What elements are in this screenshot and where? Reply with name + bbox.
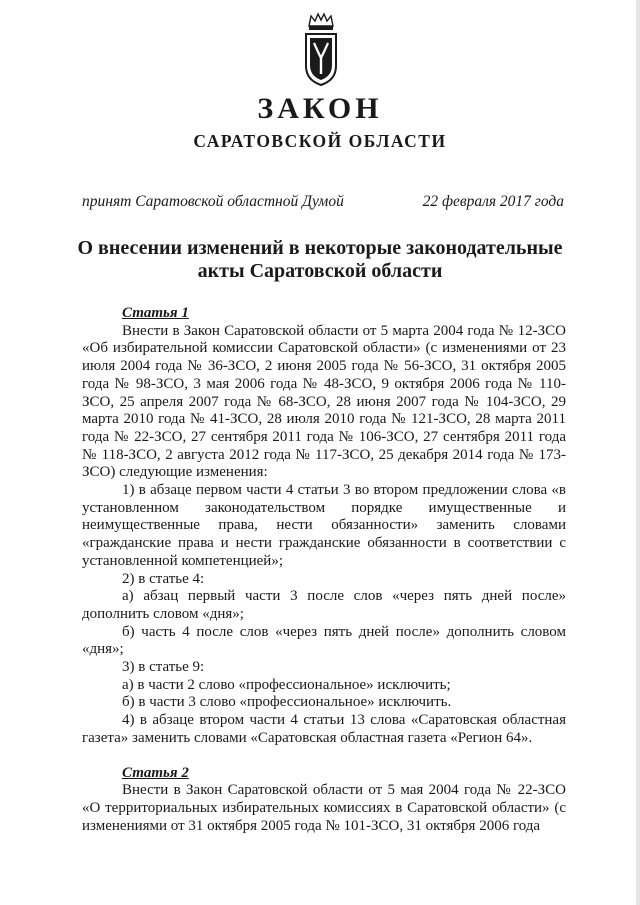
article-1-item: 4) в абзаце втором части 4 статьи 13 слова «Саратовская областная газета» заменить словами «Саратовская областная газета «Регион 64». — [82, 712, 566, 746]
article-1-item: 2) в статье 4: — [122, 570, 205, 587]
law-title: ЗАКОН — [257, 92, 383, 125]
article-1-item: 1) в абзаце первом части 4 статьи 3 во втором предложении слова «в установленном законодательством порядке имущественные и неимущественные права, нести обязанности» заменить словами «гражданские права и нести гражданские обязанности в соответствии с установленной компетенцией»; — [82, 482, 566, 569]
document-body — [82, 305, 566, 835]
article-1-item: а) абзац первый части 3 после слов «через пять дней после» дополнить словом «дня»; — [82, 588, 566, 622]
law-region: САРАТОВСКОЙ ОБЛАСТИ — [193, 131, 447, 151]
article-1-item: а) в части 2 слово «профессиональное» исключить; — [122, 676, 451, 693]
adopted-by: принят Саратовской областной Думой — [82, 193, 344, 210]
document-title-line: акты Саратовской области — [197, 260, 443, 282]
adopted-date: 22 февраля 2017 года — [422, 193, 564, 210]
article-2-heading: Статья 2 — [122, 764, 189, 781]
article-1-item: б) часть 4 после слов «через пять дней после» дополнить словом «дня»; — [82, 623, 566, 658]
article-2-intro: Внести в Закон Саратовской области от 5 мая 2004 года № 22-ЗСО «О территориальных избирательных комиссиях в Саратовской области» (с изменениями от 31 октября 2005 года № 101-ЗСО, 31 октября 2006 года — [82, 782, 566, 834]
article-1-item: б) в части 3 слово «профессиональное» исключить. — [122, 694, 452, 711]
article-1-heading: Статья 1 — [122, 305, 189, 321]
document-title-line: О внесении изменений в некоторые законодательные — [77, 237, 563, 259]
page-edge — [636, 0, 640, 905]
article-1-item: 3) в статье 9: — [122, 659, 205, 676]
adoption-line — [82, 193, 564, 211]
article-1-intro: Внести в Закон Саратовской области от 5 марта 2004 года № 12-ЗСО «Об избирательной комиссии Саратовской области» (с изменениями от 23 июля 2004 года № 36-ЗСО, 2 июня 2005 года № 56-ЗСО, 31 октября 2005 года № 98-ЗСО, 3 мая 2006 года № 48-ЗСО, 9 октября 2006 года № 110-ЗСО, 25 апреля 2007 года № 68-ЗСО, 28 июня 2007 года № 104-ЗСО, 29 марта 2010 года № 41-ЗСО, 28 июля 2010 года № 121-ЗСО, 28 марта 2011 года № 22-ЗСО, 27 сентября 2011 года № 106-ЗСО, 27 сентября 2011 года № 118-ЗСО, 2 августа 2012 года № 117-ЗСО, 25 декабря 2014 года № 173-ЗСО) следующие изменения: — [82, 322, 566, 481]
coat-of-arms-icon — [301, 12, 341, 88]
document-title — [40, 237, 600, 283]
